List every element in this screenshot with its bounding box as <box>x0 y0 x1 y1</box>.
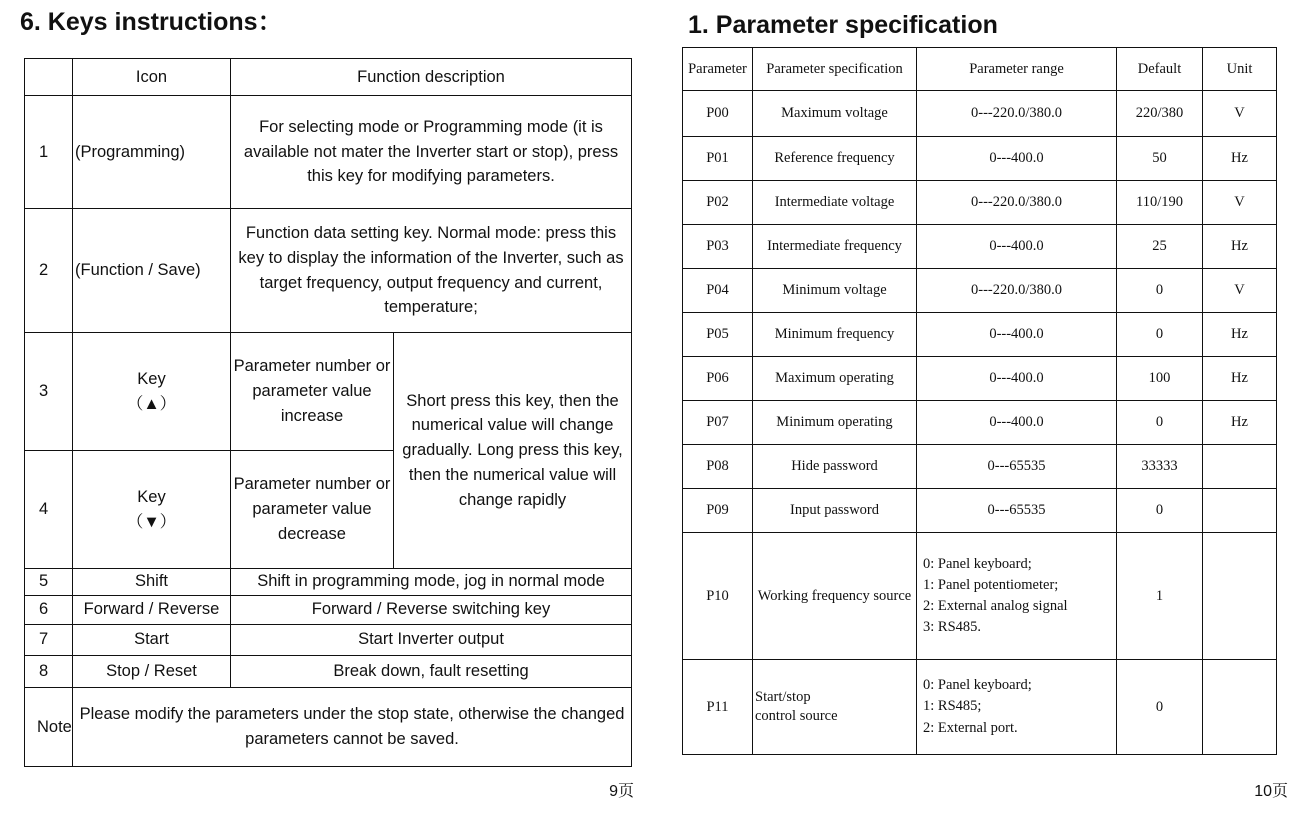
table-row <box>683 445 1277 489</box>
page-number: 10页 <box>1254 783 1288 800</box>
param-default: 0 <box>1117 489 1203 533</box>
table-row <box>683 401 1277 445</box>
param-spec: Intermediate frequency <box>753 225 917 269</box>
key-sub-description: Parameter number or parameter value decrease <box>231 451 394 569</box>
parameter-table <box>682 47 1277 755</box>
range-option: 2: External analog signal <box>923 598 1068 614</box>
header-number-cell <box>25 59 73 96</box>
parameter-specification-page <box>650 0 1300 821</box>
spec-line: Start/stop <box>755 689 811 706</box>
param-range: 0---65535 <box>917 445 1117 489</box>
header-parameter: Parameter <box>683 48 753 91</box>
param-unit: V <box>1203 269 1277 313</box>
key-icon-label <box>73 333 231 451</box>
header-icon: Icon <box>73 59 231 96</box>
note-row <box>25 688 632 767</box>
range-option: 1: Panel potentiometer; <box>923 576 1059 593</box>
header-range: Parameter range <box>917 48 1117 91</box>
param-range: 0---65535 <box>917 489 1117 533</box>
key-sub-description: Parameter number or parameter value increase <box>231 333 394 451</box>
key-label: Key <box>137 487 166 506</box>
param-default: 0 <box>1117 313 1203 357</box>
header-function-description: Function description <box>231 59 632 96</box>
param-default: 0 <box>1117 269 1203 313</box>
param-default: 0 <box>1117 660 1203 755</box>
key-function-description: Start Inverter output <box>231 625 632 656</box>
key-icon-label: Stop / Reset <box>73 656 231 688</box>
param-range: 0---400.0 <box>917 225 1117 269</box>
table-row <box>683 357 1277 401</box>
param-default: 100 <box>1117 357 1203 401</box>
param-code: P06 <box>683 357 753 401</box>
note-text: Please modify the parameters under the stop state, otherwise the changed parameters cannot be saved. <box>73 688 632 767</box>
header-default: Default <box>1117 48 1203 91</box>
key-icon-label: (Programming) <box>73 96 231 209</box>
table-row <box>683 137 1277 181</box>
header-specification: Parameter specification <box>753 48 917 91</box>
param-code: P02 <box>683 181 753 225</box>
param-spec: Minimum voltage <box>753 269 917 313</box>
table-row <box>25 625 632 656</box>
param-unit <box>1203 533 1277 660</box>
param-unit: V <box>1203 91 1277 137</box>
param-spec <box>753 660 917 755</box>
table-row <box>683 533 1277 660</box>
parameter-specification-heading: 1. Parameter specification <box>688 11 998 39</box>
param-spec: Hide password <box>753 445 917 489</box>
param-range-options <box>917 660 1117 755</box>
param-range: 0---220.0/380.0 <box>917 91 1117 137</box>
param-range: 0---400.0 <box>917 313 1117 357</box>
param-code: P00 <box>683 91 753 137</box>
key-icon-label <box>73 451 231 569</box>
table-row <box>25 656 632 688</box>
table-row <box>683 313 1277 357</box>
row-number: 1 <box>25 96 73 209</box>
table-row <box>683 91 1277 137</box>
note-label: Note <box>25 688 73 767</box>
key-icon-label: Start <box>73 625 231 656</box>
param-code: P11 <box>683 660 753 755</box>
table-row <box>25 569 632 596</box>
param-range: 0---400.0 <box>917 401 1117 445</box>
param-spec: Working frequency source <box>753 533 917 660</box>
param-range-options <box>917 533 1117 660</box>
param-spec: Input password <box>753 489 917 533</box>
row-number: 6 <box>25 596 73 625</box>
param-spec: Reference frequency <box>753 137 917 181</box>
key-icon-label: Shift <box>73 569 231 596</box>
param-unit: Hz <box>1203 137 1277 181</box>
param-default: 50 <box>1117 137 1203 181</box>
row-number: 3 <box>25 333 73 451</box>
row-number: 2 <box>25 209 73 333</box>
param-default: 33333 <box>1117 445 1203 489</box>
param-unit <box>1203 489 1277 533</box>
param-unit: Hz <box>1203 357 1277 401</box>
spec-line: control source <box>755 708 838 724</box>
key-function-description: Break down, fault resetting <box>231 656 632 688</box>
keys-table-header <box>25 59 632 96</box>
table-row <box>683 489 1277 533</box>
table-row <box>25 333 632 451</box>
param-range: 0---220.0/380.0 <box>917 269 1117 313</box>
range-option: 3: RS485. <box>923 619 982 636</box>
param-unit: V <box>1203 181 1277 225</box>
param-spec: Maximum voltage <box>753 91 917 137</box>
range-option: 0: Panel keyboard; <box>923 555 1032 572</box>
row-number: 5 <box>25 569 73 596</box>
table-row <box>25 209 632 333</box>
param-spec: Maximum operating <box>753 357 917 401</box>
param-code: P01 <box>683 137 753 181</box>
param-default: 0 <box>1117 401 1203 445</box>
table-row <box>683 181 1277 225</box>
param-spec: Minimum frequency <box>753 313 917 357</box>
parameter-table-header <box>683 48 1277 91</box>
param-code: P09 <box>683 489 753 533</box>
range-option: 0: Panel keyboard; <box>923 677 1032 694</box>
keys-table <box>24 58 632 767</box>
range-option: 1: RS485; <box>923 698 982 715</box>
key-label: Key <box>137 369 166 388</box>
param-code: P03 <box>683 225 753 269</box>
table-row <box>683 660 1277 755</box>
param-code: P08 <box>683 445 753 489</box>
param-unit <box>1203 445 1277 489</box>
key-function-description: Forward / Reverse switching key <box>231 596 632 625</box>
shared-key-description: Short press this key, then the numerical value will change gradually. Long press this key, then the numerical value will change rapidly <box>394 333 632 569</box>
param-spec: Intermediate voltage <box>753 181 917 225</box>
param-range: 0---400.0 <box>917 357 1117 401</box>
key-icon-label: Forward / Reverse <box>73 596 231 625</box>
key-function-description: Shift in programming mode, jog in normal mode <box>231 569 632 596</box>
param-unit: Hz <box>1203 225 1277 269</box>
table-row <box>25 596 632 625</box>
table-row <box>683 269 1277 313</box>
row-number: 7 <box>25 625 73 656</box>
keys-instructions-heading: 6. Keys instructions： <box>20 8 283 36</box>
param-code: P04 <box>683 269 753 313</box>
param-code: P05 <box>683 313 753 357</box>
range-option: 2: External port. <box>923 719 1018 736</box>
param-default: 1 <box>1117 533 1203 660</box>
param-default: 220/380 <box>1117 91 1203 137</box>
param-unit: Hz <box>1203 313 1277 357</box>
param-range: 0---400.0 <box>917 137 1117 181</box>
header-unit: Unit <box>1203 48 1277 91</box>
param-unit: Hz <box>1203 401 1277 445</box>
row-number: 4 <box>25 451 73 569</box>
key-function-description: Function data setting key. Normal mode: press this key to display the information of the Inverter, such as target frequency, output frequency and current, temperature; <box>231 209 632 333</box>
table-row <box>25 96 632 209</box>
param-code: P07 <box>683 401 753 445</box>
up-arrow-icon: （▲） <box>126 394 177 413</box>
param-default: 25 <box>1117 225 1203 269</box>
key-icon-label: (Function / Save) <box>73 209 231 333</box>
page-number: 9页 <box>609 783 634 800</box>
table-row <box>683 225 1277 269</box>
key-function-description: For selecting mode or Programming mode (it is available not mater the Inverter start or stop), press this key for modifying parameters. <box>231 96 632 209</box>
param-spec: Minimum operating <box>753 401 917 445</box>
param-unit <box>1203 660 1277 755</box>
param-range: 0---220.0/380.0 <box>917 181 1117 225</box>
down-arrow-icon: （▼） <box>126 512 177 531</box>
param-default: 110/190 <box>1117 181 1203 225</box>
row-number: 8 <box>25 656 73 688</box>
param-code: P10 <box>683 533 753 660</box>
